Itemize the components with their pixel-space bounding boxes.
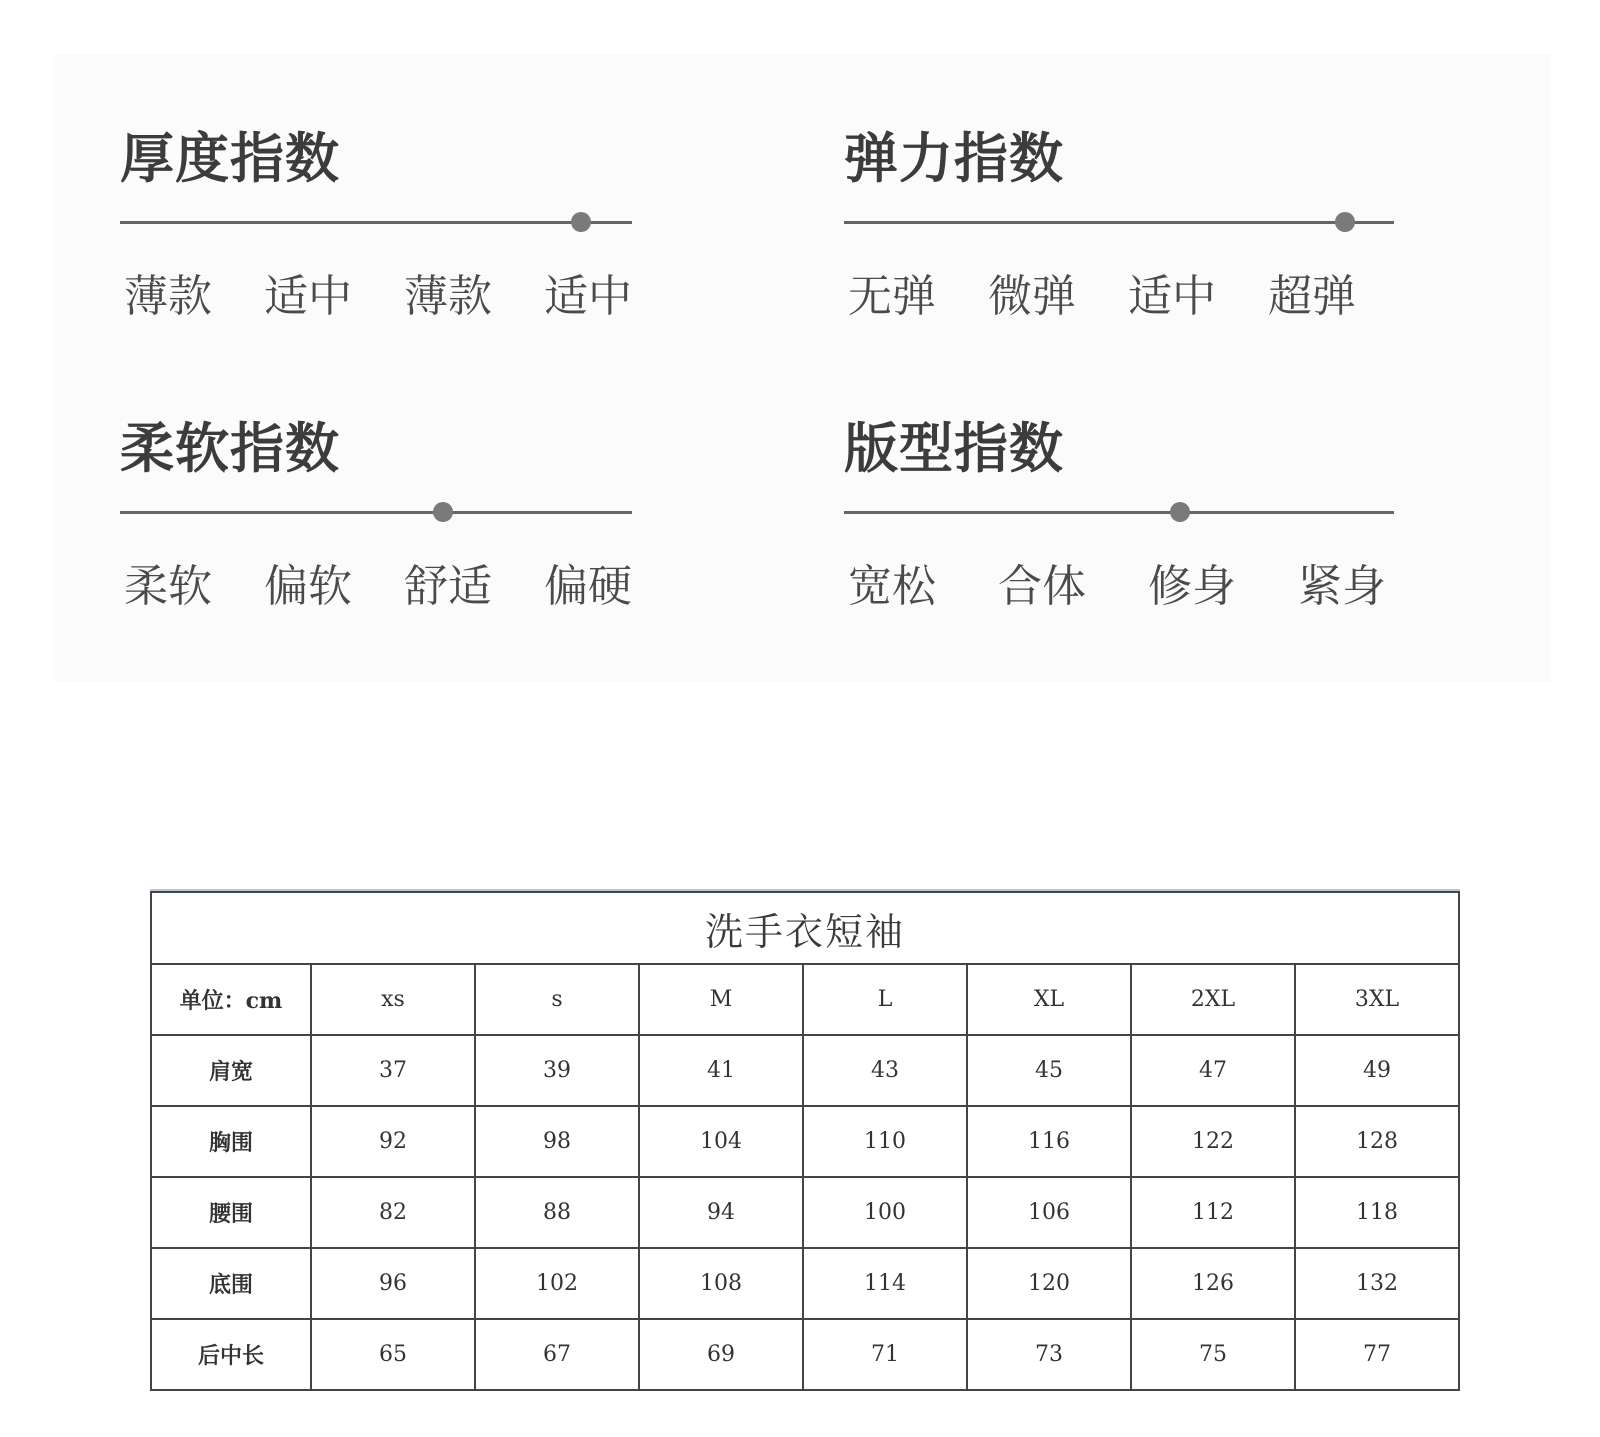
table-cell: 128 <box>1295 1106 1459 1177</box>
size-header: 2XL <box>1131 964 1295 1035</box>
table-cell: 110 <box>803 1106 967 1177</box>
table-cell: 114 <box>803 1248 967 1319</box>
fit-option-1: 宽松 <box>848 561 936 612</box>
size-header: L <box>803 964 967 1035</box>
table-cell: 102 <box>475 1248 639 1319</box>
table-cell: 41 <box>639 1035 803 1106</box>
elasticity-index-knob <box>1335 212 1355 232</box>
thickness-option-1: 薄款 <box>124 271 212 322</box>
table-cell: 92 <box>311 1106 475 1177</box>
table-cell: 122 <box>1131 1106 1295 1177</box>
crop-edge <box>0 1400 1600 1437</box>
table-cell: 104 <box>639 1106 803 1177</box>
fit-index-slider <box>844 511 1394 514</box>
fit-index <box>844 416 1404 646</box>
row-label: 底围 <box>151 1248 311 1319</box>
table-cell: 82 <box>311 1177 475 1248</box>
table-cell: 98 <box>475 1106 639 1177</box>
table-row <box>151 1248 1459 1319</box>
table-cell: 106 <box>967 1177 1131 1248</box>
table-cell: 77 <box>1295 1319 1459 1390</box>
elasticity-index-title: 弹力指数 <box>844 126 1064 190</box>
fit-option-3: 修身 <box>1148 561 1236 612</box>
fit-index-knob <box>1170 502 1190 522</box>
table-cell: 43 <box>803 1035 967 1106</box>
table-row <box>151 1106 1459 1177</box>
table-row <box>151 1035 1459 1106</box>
table-caption: 洗手衣短袖 <box>151 892 1459 964</box>
elasticity-index <box>844 126 1404 356</box>
table-cell: 73 <box>967 1319 1131 1390</box>
thickness-option-4: 适中 <box>544 271 632 322</box>
size-header: s <box>475 964 639 1035</box>
thickness-option-2: 适中 <box>264 271 352 322</box>
size-header: xs <box>311 964 475 1035</box>
softness-index-title: 柔软指数 <box>120 416 340 480</box>
thickness-index-slider <box>120 221 632 224</box>
size-header: M <box>639 964 803 1035</box>
elasticity-option-2: 微弹 <box>988 271 1076 322</box>
table-cell: 75 <box>1131 1319 1295 1390</box>
thickness-index-title: 厚度指数 <box>120 126 340 190</box>
table-cell: 45 <box>967 1035 1131 1106</box>
softness-option-3: 舒适 <box>404 561 492 612</box>
elasticity-option-4: 超弹 <box>1268 271 1356 322</box>
softness-option-4: 偏硬 <box>544 561 632 612</box>
table-cell: 96 <box>311 1248 475 1319</box>
fit-option-2: 合体 <box>998 561 1086 612</box>
table-cell: 116 <box>967 1106 1131 1177</box>
row-label: 胸围 <box>151 1106 311 1177</box>
softness-option-2: 偏软 <box>264 561 352 612</box>
row-label: 腰围 <box>151 1177 311 1248</box>
row-label: 肩宽 <box>151 1035 311 1106</box>
fabric-index-panel <box>54 54 1550 682</box>
table-cell: 47 <box>1131 1035 1295 1106</box>
table-cell: 120 <box>967 1248 1131 1319</box>
softness-index <box>120 416 680 646</box>
table-row <box>151 1319 1459 1390</box>
thickness-index <box>120 126 680 356</box>
table-cell: 39 <box>475 1035 639 1106</box>
fit-index-title: 版型指数 <box>844 416 1064 480</box>
table-cell: 126 <box>1131 1248 1295 1319</box>
table-cell: 69 <box>639 1319 803 1390</box>
table-row <box>151 1177 1459 1248</box>
elasticity-option-1: 无弹 <box>848 271 936 322</box>
size-chart-table <box>150 891 1460 1391</box>
softness-index-slider <box>120 511 632 514</box>
fit-option-4: 紧身 <box>1298 561 1386 612</box>
table-cell: 94 <box>639 1177 803 1248</box>
thickness-index-knob <box>571 212 591 232</box>
table-cell: 100 <box>803 1177 967 1248</box>
table-cell: 112 <box>1131 1177 1295 1248</box>
table-cell: 65 <box>311 1319 475 1390</box>
row-label: 后中长 <box>151 1319 311 1390</box>
softness-index-knob <box>433 502 453 522</box>
table-cell: 118 <box>1295 1177 1459 1248</box>
table-caption-row <box>151 892 1459 964</box>
table-cell: 71 <box>803 1319 967 1390</box>
size-header: 3XL <box>1295 964 1459 1035</box>
table-cell: 67 <box>475 1319 639 1390</box>
size-header: XL <box>967 964 1131 1035</box>
table-cell: 108 <box>639 1248 803 1319</box>
unit-label: 单位：cm <box>151 964 311 1035</box>
thickness-option-3: 薄款 <box>404 271 492 322</box>
elasticity-index-slider <box>844 221 1394 224</box>
table-cell: 88 <box>475 1177 639 1248</box>
table-cell: 37 <box>311 1035 475 1106</box>
table-cell: 132 <box>1295 1248 1459 1319</box>
elasticity-option-3: 适中 <box>1128 271 1216 322</box>
table-cell: 49 <box>1295 1035 1459 1106</box>
softness-option-1: 柔软 <box>124 561 212 612</box>
table-header-row <box>151 964 1459 1035</box>
